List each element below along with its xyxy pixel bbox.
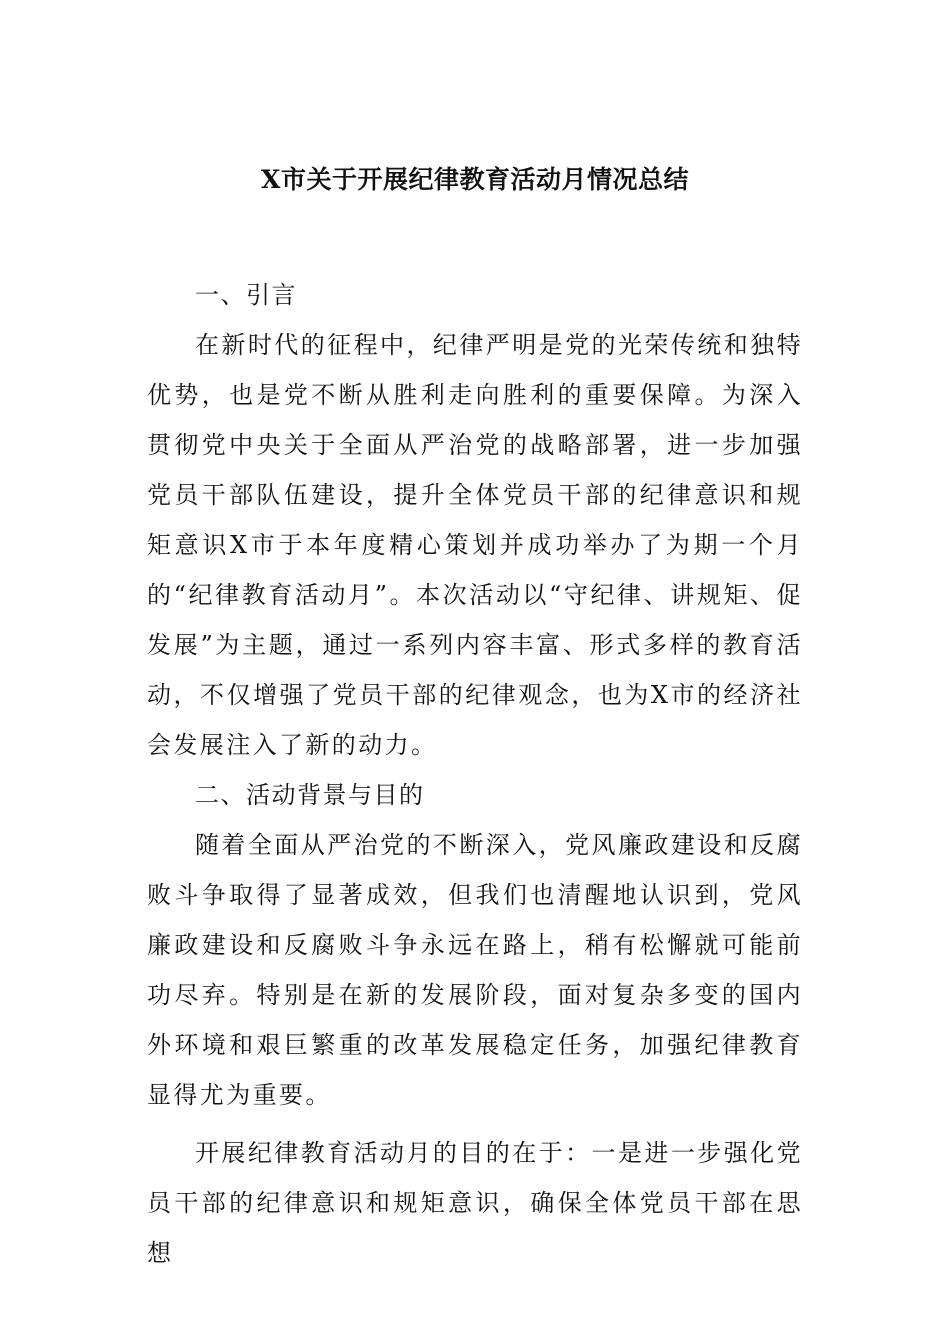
- paragraph: 开展纪律教育活动月的目的在于：一是进一步强化党员干部的纪律意识和规矩意识，确保全体党员干部在思想: [147, 1139, 803, 1267]
- document-body: [147, 270, 803, 1278]
- paragraph: 在新时代的征程中，纪律严明是党的光荣传统和独特优势，也是党不断从胜利走向胜利的重要保障。为深入贯彻党中央关于全面从严治党的战略部署，进一步加强党员干部队伍建设，提升全体党员干部的纪律意识和规矩意识X市于本年度精心策划并成功举办了为期一个月的“纪律教育活动月”。本次活动以“守纪律、讲规矩、促发展”为主题，通过一系列内容丰富、形式多样的教育活动，不仅增强了党员干部的纪律观念，也为X市的经济社会发展注入了新的动力。: [147, 331, 803, 759]
- section-heading-introduction: 一、引言: [195, 281, 297, 309]
- document-title: X市关于开展纪律教育活动月情况总结: [261, 165, 689, 194]
- section-heading-background: 二、活动背景与目的: [195, 781, 425, 809]
- paragraph: 随着全面从严治党的不断深入，党风廉政建设和反腐败斗争取得了显著成效，但我们也清醒地认识到，党风廉政建设和反腐败斗争永远在路上，稍有松懈就可能前功尽弃。特别是在新的发展阶段，面对复杂多变的国内外环境和艰巨繁重的改革发展稳定任务，加强纪律教育显得尤为重要。: [147, 831, 803, 1109]
